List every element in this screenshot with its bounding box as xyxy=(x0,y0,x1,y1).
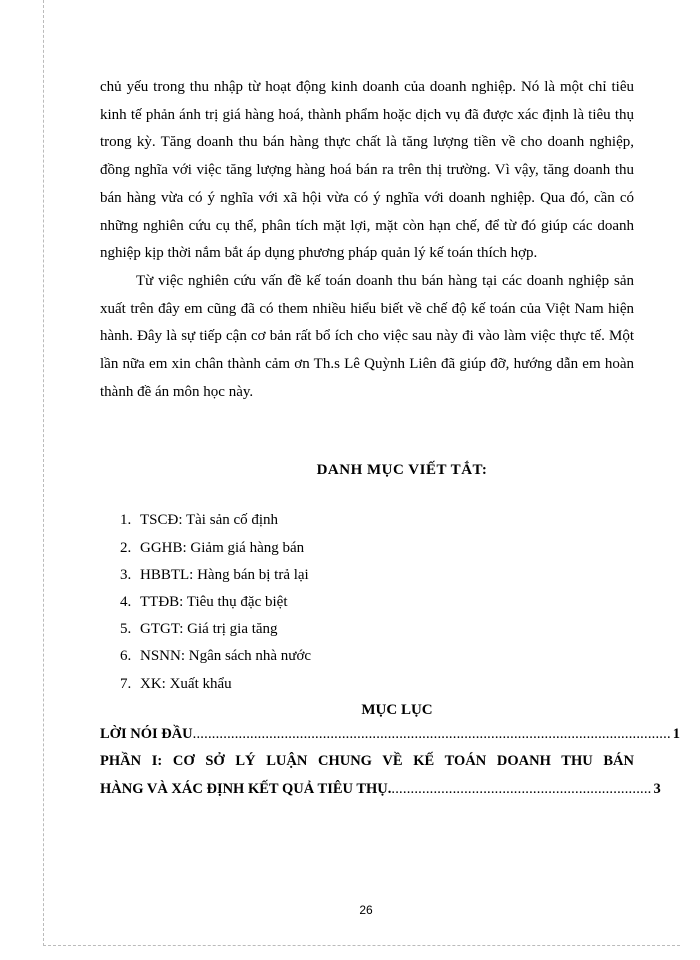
toc-title: MỤC LỤC xyxy=(361,701,433,718)
body-paragraph-2-text: Từ việc nghiên cứu vấn đề kế toán doanh thu bán hàng tại các doanh nghiệp sản xuất trên đây em cũng đã có them nhiều hiểu biết về chế độ kế toán của Việt Nam hiện hành. Đây là sự tiếp cận cơ bản rất bổ ích cho việc sau này đi vào làm việc thực tế. Một lần nữa em xin chân thành cảm ơn Th.s Lê Quỳnh Liên đã giúp đỡ, hướng dẫn em hoàn thành đề án môn học này. xyxy=(100,272,634,400)
list-item-number: 4. xyxy=(120,594,132,611)
list-item-text: HBBTL: Hàng bán bị trả lại xyxy=(140,566,309,583)
list-item-text: TTĐB: Tiêu thụ đặc biệt xyxy=(140,594,288,611)
toc-entry-part-1[interactable] xyxy=(100,748,661,803)
toc-leader-dots: .................................................................... xyxy=(391,780,652,797)
list-item-number: 3. xyxy=(120,566,132,583)
list-item-text: TSCĐ: Tài sản cố định xyxy=(140,512,279,529)
toc-page-number: 3 xyxy=(653,780,661,797)
page-number: 26 xyxy=(359,903,373,917)
list-item-number: 7. xyxy=(120,675,132,692)
page-left-border xyxy=(43,0,44,946)
list-item-number: 2. xyxy=(120,539,132,556)
toc-entry-label: HÀNG VÀ XÁC ĐỊNH KẾT QUẢ TIÊU THỤ. xyxy=(100,780,392,797)
list-item-text: NSNN: Ngân sách nhà nước xyxy=(140,648,312,665)
toc-entry-line2 xyxy=(100,776,661,804)
list-item xyxy=(120,507,634,534)
list-item xyxy=(120,643,634,670)
body-paragraph-1: chủ yếu trong thu nhập từ hoạt động kinh doanh của doanh nghiệp. Nó là một chỉ tiêu kinh tế phản ánh trị giá hàng hoá, thành phẩm hoặc dịch vụ đã được xác định là tiêu thụ trong kỳ. Tăng doanh thu bán hàng thực chất là tăng lượng tiền về cho doanh nghiệp, đồng nghĩa với việc tăng lượng hàng hoá bán ra trên thị trường. Vì vậy, tăng doanh thu bán hàng vừa có ý nghĩa với xã hội vừa có ý nghĩa với doanh nghiệp. Qua đó, cần có những nghiên cứu cụ thể, phân tích mặt lợi, mặt còn hạn chế, để từ đó giúp các doanh nghiệp kịp thời nắm bắt áp dụng phương pháp quản lý kế toán thích hợp. xyxy=(100,79,634,262)
toc-leader-dots: ............................................................................................................................. xyxy=(192,725,671,742)
page-content xyxy=(100,74,681,803)
list-item xyxy=(120,616,634,643)
abbreviations-title: DANH MỤC VIẾT TẮT: xyxy=(316,462,488,479)
list-item-text: XK: Xuất khẩu xyxy=(140,675,232,692)
list-item-number: 5. xyxy=(120,621,132,638)
page-bottom-border xyxy=(43,945,680,946)
abbreviations-list xyxy=(100,507,634,697)
list-item xyxy=(120,589,634,616)
toc-entry-label-line1: PHẦN I: CƠ SỞ LÝ LUẬN CHUNG VỀ KẾ TOÁN DOANH THU BÁN xyxy=(100,753,634,770)
list-item-text: GGHB: Giảm giá hàng bán xyxy=(140,539,305,556)
list-item-text: GTGT: Giá trị gia tăng xyxy=(140,621,278,638)
toc-page-number: 1 xyxy=(672,725,681,742)
list-item-number: 1. xyxy=(120,512,132,529)
list-item-number: 6. xyxy=(120,648,132,665)
list-item xyxy=(120,535,634,562)
list-item xyxy=(120,562,634,589)
body-paragraph-2 xyxy=(100,268,634,407)
list-item xyxy=(120,671,634,698)
toc-entry-label: LỜI NÓI ĐẦU xyxy=(100,725,193,742)
toc-entry-intro[interactable] xyxy=(100,721,681,749)
